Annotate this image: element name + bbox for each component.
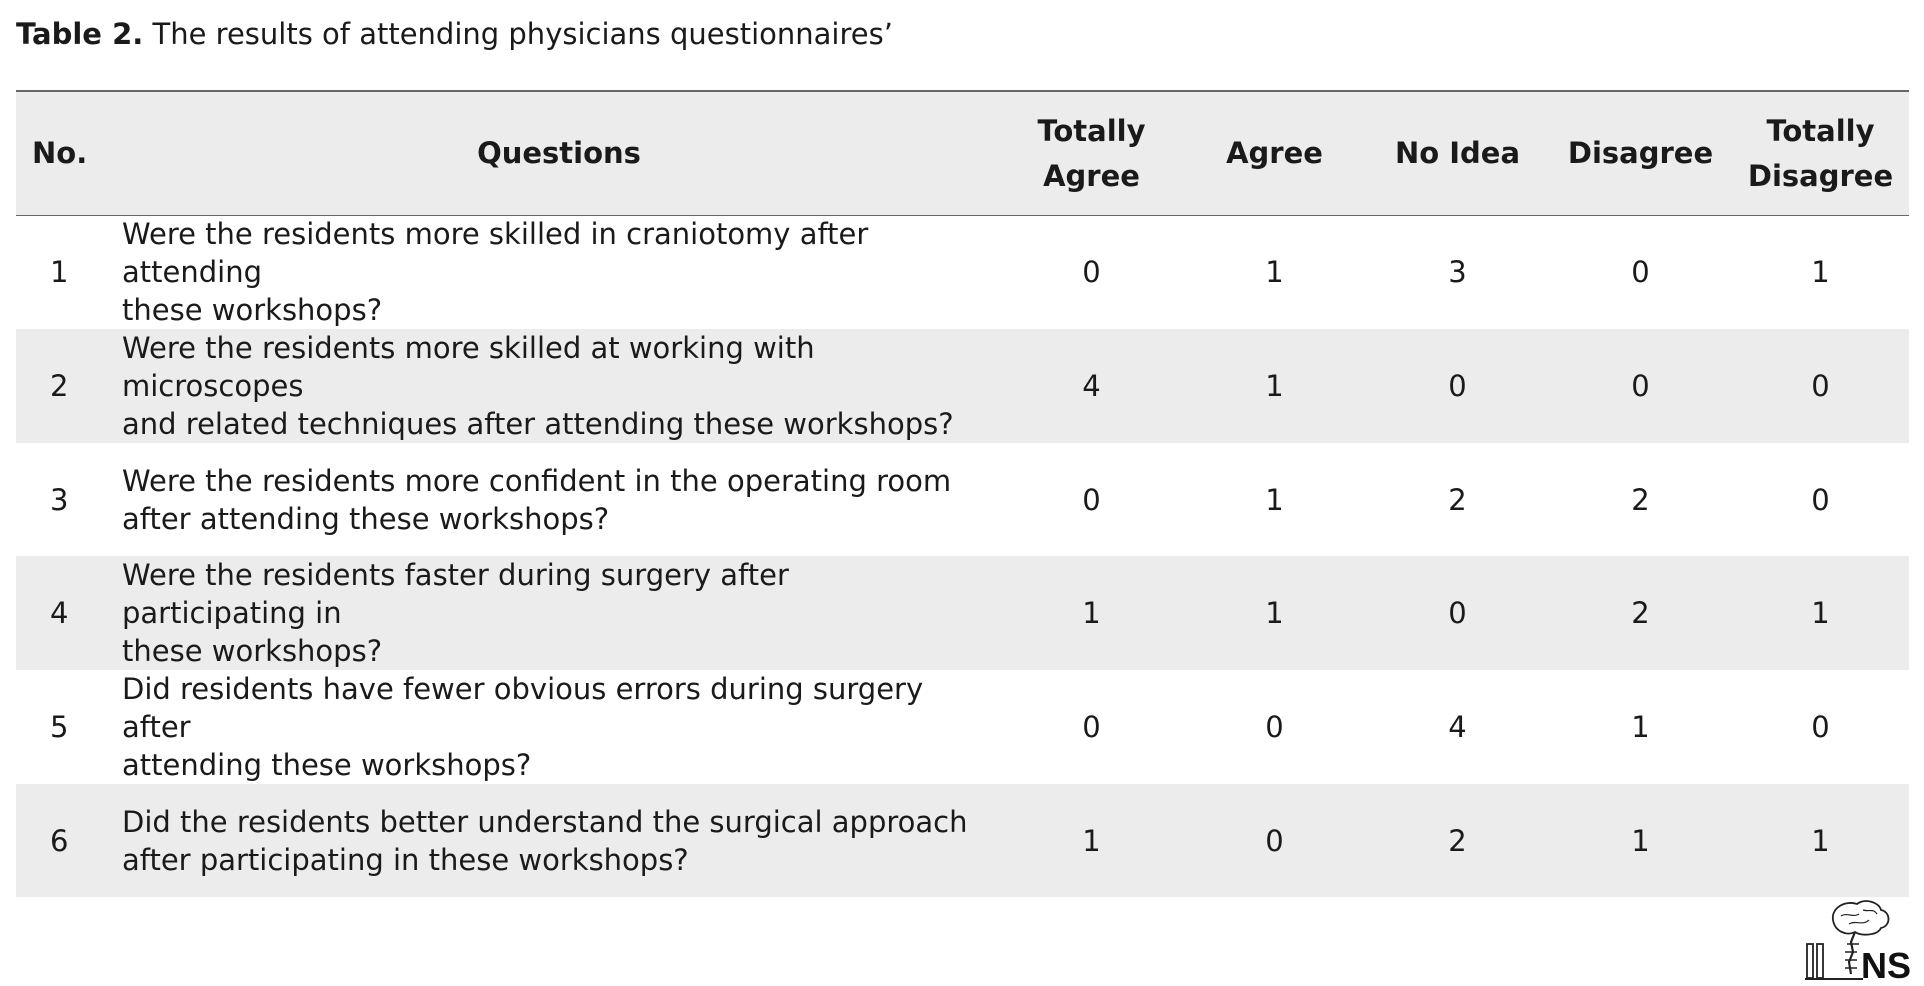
question-text: Were the residents faster during surgery after participating in these workshops? (122, 558, 789, 668)
agree-count: 1 (1265, 369, 1284, 403)
header-no-idea: No Idea (1394, 136, 1521, 170)
totally-disagree-count: 0 (1811, 710, 1830, 744)
no-idea-count: 0 (1448, 369, 1467, 403)
table-row (16, 215, 1909, 329)
no-idea-count: 4 (1448, 710, 1467, 744)
logo-text: NS (1861, 945, 1912, 982)
disagree-count: 2 (1631, 596, 1650, 630)
question-text: Were the residents more skilled at working with microscopes and related techniques after attending these workshops? (122, 331, 954, 441)
question-text: Did the residents better understand the surgical approach after participating in these workshops? (122, 804, 968, 877)
no-idea-count: 3 (1448, 255, 1467, 289)
table-row (16, 443, 1909, 556)
disagree-count: 0 (1631, 369, 1650, 403)
table-row (16, 784, 1909, 897)
table-caption (16, 14, 893, 54)
totally-disagree-count: 1 (1811, 823, 1830, 858)
agree-count: 1 (1265, 596, 1284, 630)
results-table (16, 92, 1909, 897)
no-idea-count: 2 (1448, 823, 1467, 858)
totally-agree-count: 0 (1082, 710, 1101, 744)
totally-agree-count: 4 (1082, 369, 1101, 403)
disagree-count: 0 (1631, 255, 1650, 289)
totally-agree-count: 0 (1082, 255, 1101, 289)
agree-count: 1 (1265, 482, 1284, 517)
row-number: 3 (50, 482, 69, 517)
totally-agree-count: 0 (1082, 482, 1101, 517)
disagree-count: 1 (1631, 710, 1650, 744)
question-text: Were the residents more skilled in craniotomy after attending these workshops? (122, 217, 869, 327)
no-idea-count: 0 (1448, 596, 1467, 630)
totally-disagree-count: 1 (1811, 596, 1830, 630)
agree-count: 0 (1265, 823, 1284, 858)
totally-agree-count: 1 (1082, 823, 1101, 858)
journal-logo (1805, 898, 1915, 982)
totally-disagree-count: 0 (1811, 482, 1830, 517)
header-agree: Agree (1226, 136, 1323, 170)
no-idea-count: 2 (1448, 482, 1467, 517)
table-row (16, 556, 1909, 670)
header-disagree: Disagree (1567, 136, 1714, 170)
totally-agree-count: 1 (1082, 596, 1101, 630)
row-number: 5 (50, 710, 69, 744)
question-text: Did residents have fewer obvious errors during surgery after attending these workshops? (122, 672, 924, 782)
row-number: 2 (50, 369, 69, 403)
header-no: No. (32, 136, 88, 170)
disagree-count: 2 (1631, 482, 1650, 517)
disagree-count: 1 (1631, 823, 1650, 858)
row-number: 6 (50, 823, 69, 858)
totally-disagree-count: 0 (1811, 369, 1830, 403)
table-row (16, 329, 1909, 443)
header-questions: Questions (477, 136, 641, 170)
header-totally-agree: Totally Agree (1037, 113, 1146, 193)
table-label: Table 2. (16, 17, 144, 51)
table-title: The results of attending physicians questionnaires’ (152, 17, 893, 51)
row-number: 1 (50, 255, 69, 289)
question-text: Were the residents more confident in the operating room after attending these workshops? (122, 463, 952, 536)
header-row (16, 92, 1909, 215)
header-totally-disagree: Totally Disagree (1747, 113, 1894, 193)
totally-disagree-count: 1 (1811, 255, 1830, 289)
agree-count: 1 (1265, 255, 1284, 289)
table-row (16, 670, 1909, 784)
agree-count: 0 (1265, 710, 1284, 744)
row-number: 4 (50, 596, 69, 630)
